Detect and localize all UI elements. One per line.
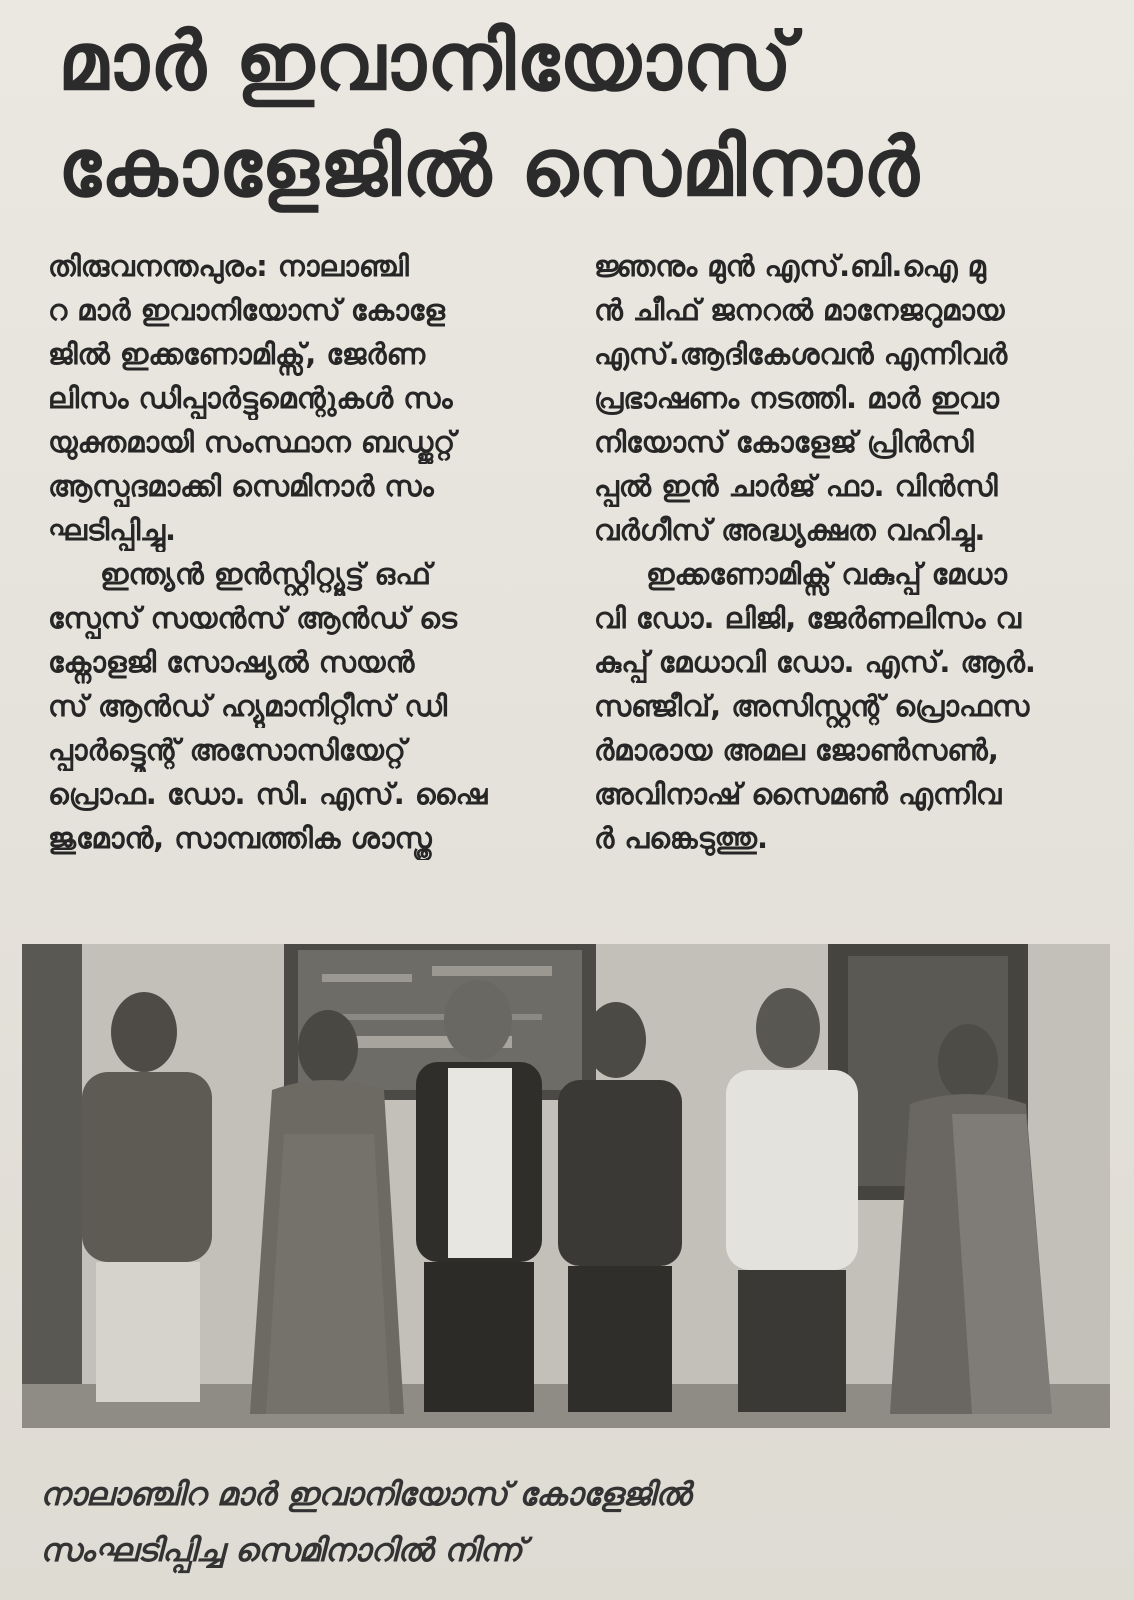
article-line: ഇക്കണോമിക്സ് വകുപ്പ് മേധാ bbox=[646, 557, 1007, 591]
article-column-right bbox=[594, 244, 1090, 860]
article-line: ജിൽ ഇക്കണോമിക്സ്, ജേർണ bbox=[48, 337, 426, 371]
article-line: പ്രൊഫ. ഡോ. സി. എസ്. ഷൈ bbox=[48, 777, 488, 811]
article-line: ജുമോൻ, സാമ്പത്തിക ശാസ്ത്ര bbox=[48, 821, 432, 855]
article-line: പ്പാർട്ട്മെന്റ് അസോസിയേറ്റ് bbox=[48, 733, 406, 767]
caption-line-2: സംഘടിപ്പിച്ച സെമിനാറിൽ നിന്ന് bbox=[40, 1531, 523, 1569]
group-photo bbox=[22, 944, 1110, 1428]
article-line: വി ഡോ. ലിജി, ജേർണലിസം വ bbox=[594, 601, 1021, 635]
article-column-left bbox=[48, 244, 544, 860]
article-line: യുക്തമായി സംസ്ഥാന ബഡ്ജറ്റ് bbox=[48, 425, 456, 459]
article-line: സ് ആൻഡ് ഹ്യുമാനിറ്റീസ് ഡി bbox=[48, 689, 447, 723]
article-line: റ മാർ ഇവാനിയോസ് കോളേ bbox=[48, 293, 445, 327]
article-line: ആസ്പദമാക്കി സെമിനാർ സം bbox=[48, 469, 434, 503]
article-line: സഞ്ജീവ്, അസിസ്റ്റന്റ് പ്രൊഫസ bbox=[594, 689, 1030, 723]
article-line: എസ്.ആദികേശവൻ എന്നിവർ bbox=[594, 337, 1008, 371]
article-line: പ്രഭാഷണം നടത്തി. മാർ ഇവാ bbox=[594, 381, 999, 415]
article-line: സ്പേസ് സയൻസ് ആൻഡ് ടെ bbox=[48, 601, 458, 635]
article-line: ൻ ചീഫ് ജനറൽ മാനേജറുമായ bbox=[594, 293, 1005, 327]
article-line: നിയോസ് കോളേജ് പ്രിൻസി bbox=[594, 425, 974, 459]
photo-caption bbox=[40, 1466, 1080, 1578]
article-line: തിരുവനന്തപുരം: നാലാഞ്ചി bbox=[48, 249, 409, 283]
article-line: ഘടിപ്പിച്ചു. bbox=[48, 513, 177, 547]
article-line: അവിനാഷ് സൈമൺ എന്നിവ bbox=[594, 777, 1002, 811]
article-line: ലിസം ഡിപ്പാർട്ടുമെന്റുകൾ സം bbox=[48, 381, 453, 415]
article-line: ജ്ഞനും മുൻ എസ്.ബി.ഐ മു bbox=[594, 249, 986, 283]
article-line: പ്പൽ ഇൻ ചാർജ് ഫാ. വിൻസി bbox=[594, 469, 998, 503]
article-line: ഇന്ത്യൻ ഇൻസ്റ്റിറ്റ്യൂട്ട് ഒഫ് bbox=[100, 557, 431, 591]
article-line: ർമാരായ അമല ജോൺസൺ, bbox=[594, 733, 999, 767]
headline-line-1: മാർ ഇവാനിയോസ് bbox=[58, 15, 793, 108]
article-line: വർഗീസ് അദ്ധ്യക്ഷത വഹിച്ചു. bbox=[594, 513, 986, 547]
headline-line-2: കോളേജിൽ സെമിനാർ bbox=[58, 121, 920, 214]
article-line: ക്നോളജി സോഷ്യൽ സയൻ bbox=[48, 645, 415, 679]
article-line: ർ പങ്കെടുത്തു. bbox=[594, 821, 769, 855]
caption-line-1: നാലാഞ്ചിറ മാർ ഇവാനിയോസ് കോളേജിൽ bbox=[40, 1475, 691, 1513]
article-line: കുപ്പ് മേധാവി ഡോ. എസ്. ആർ. bbox=[594, 645, 1036, 679]
